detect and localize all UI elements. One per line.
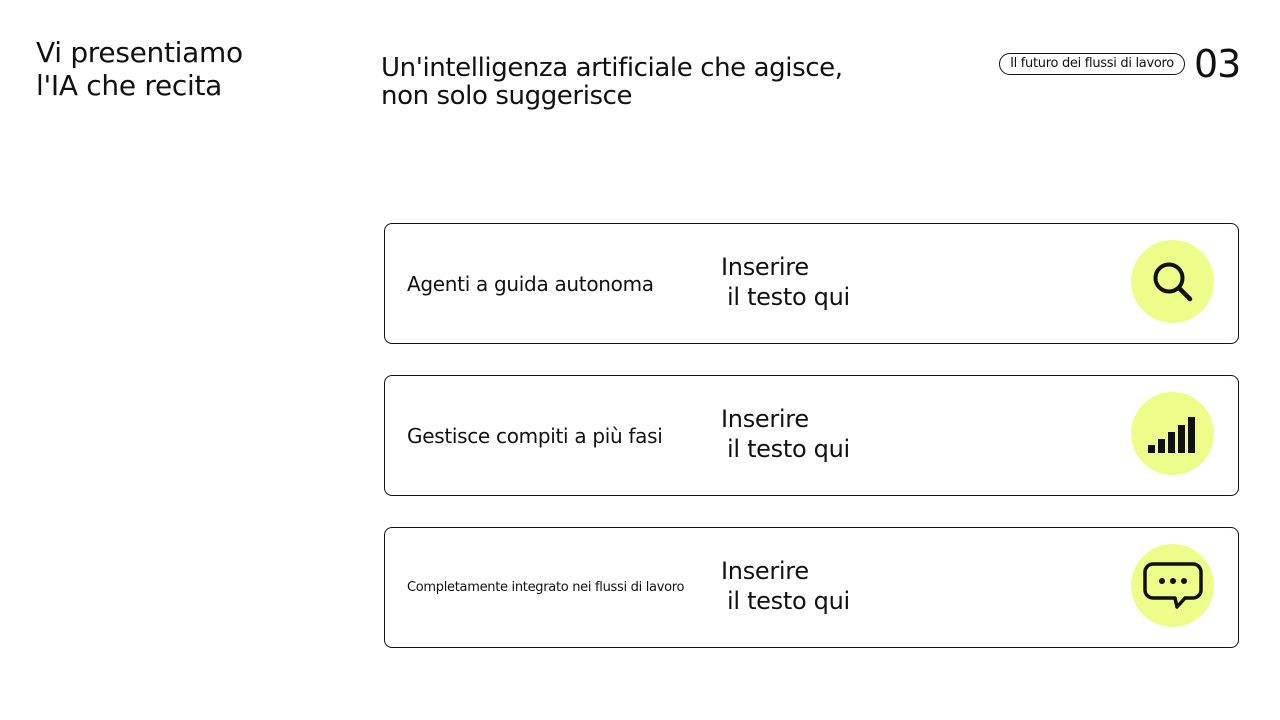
card-text	[721, 252, 850, 312]
feature-card-autonomous-agents	[384, 223, 1239, 344]
card-text	[721, 556, 850, 616]
signal-icon-badge	[1131, 392, 1214, 475]
card-label: Agenti a guida autonoma	[407, 271, 654, 296]
feature-card-multistep-tasks	[384, 375, 1239, 496]
chat-bubble-icon	[1143, 561, 1203, 611]
card-text-line1: Inserire	[721, 405, 809, 433]
card-text-line2: il testo qui	[727, 435, 850, 463]
card-label: Gestisce compiti a più fasi	[407, 423, 663, 448]
side-title-line2: l'IA che recita	[36, 69, 222, 102]
section-tag: Il futuro dei flussi di lavoro	[999, 53, 1185, 75]
search-icon	[1150, 259, 1196, 305]
card-text-line2: il testo qui	[727, 587, 850, 615]
side-title-line1: Vi presentiamo	[36, 36, 243, 69]
signal-bars-icon	[1147, 414, 1199, 454]
card-text-line1: Inserire	[721, 253, 809, 281]
card-label: Completamente integrato nei flussi di lavoro	[407, 580, 685, 595]
card-text	[721, 404, 850, 464]
chat-icon-badge	[1131, 544, 1214, 627]
card-text-line2: il testo qui	[727, 283, 850, 311]
feature-card-workflow-integration	[384, 527, 1239, 648]
page-number: 03	[1194, 42, 1241, 86]
search-icon-badge	[1131, 240, 1214, 323]
side-title	[36, 36, 243, 102]
headline-line1: Un'intelligenza artificiale che agisce,	[381, 53, 843, 83]
headline	[381, 54, 843, 110]
headline-line2: non solo suggerisce	[381, 81, 633, 111]
card-text-line1: Inserire	[721, 557, 809, 585]
